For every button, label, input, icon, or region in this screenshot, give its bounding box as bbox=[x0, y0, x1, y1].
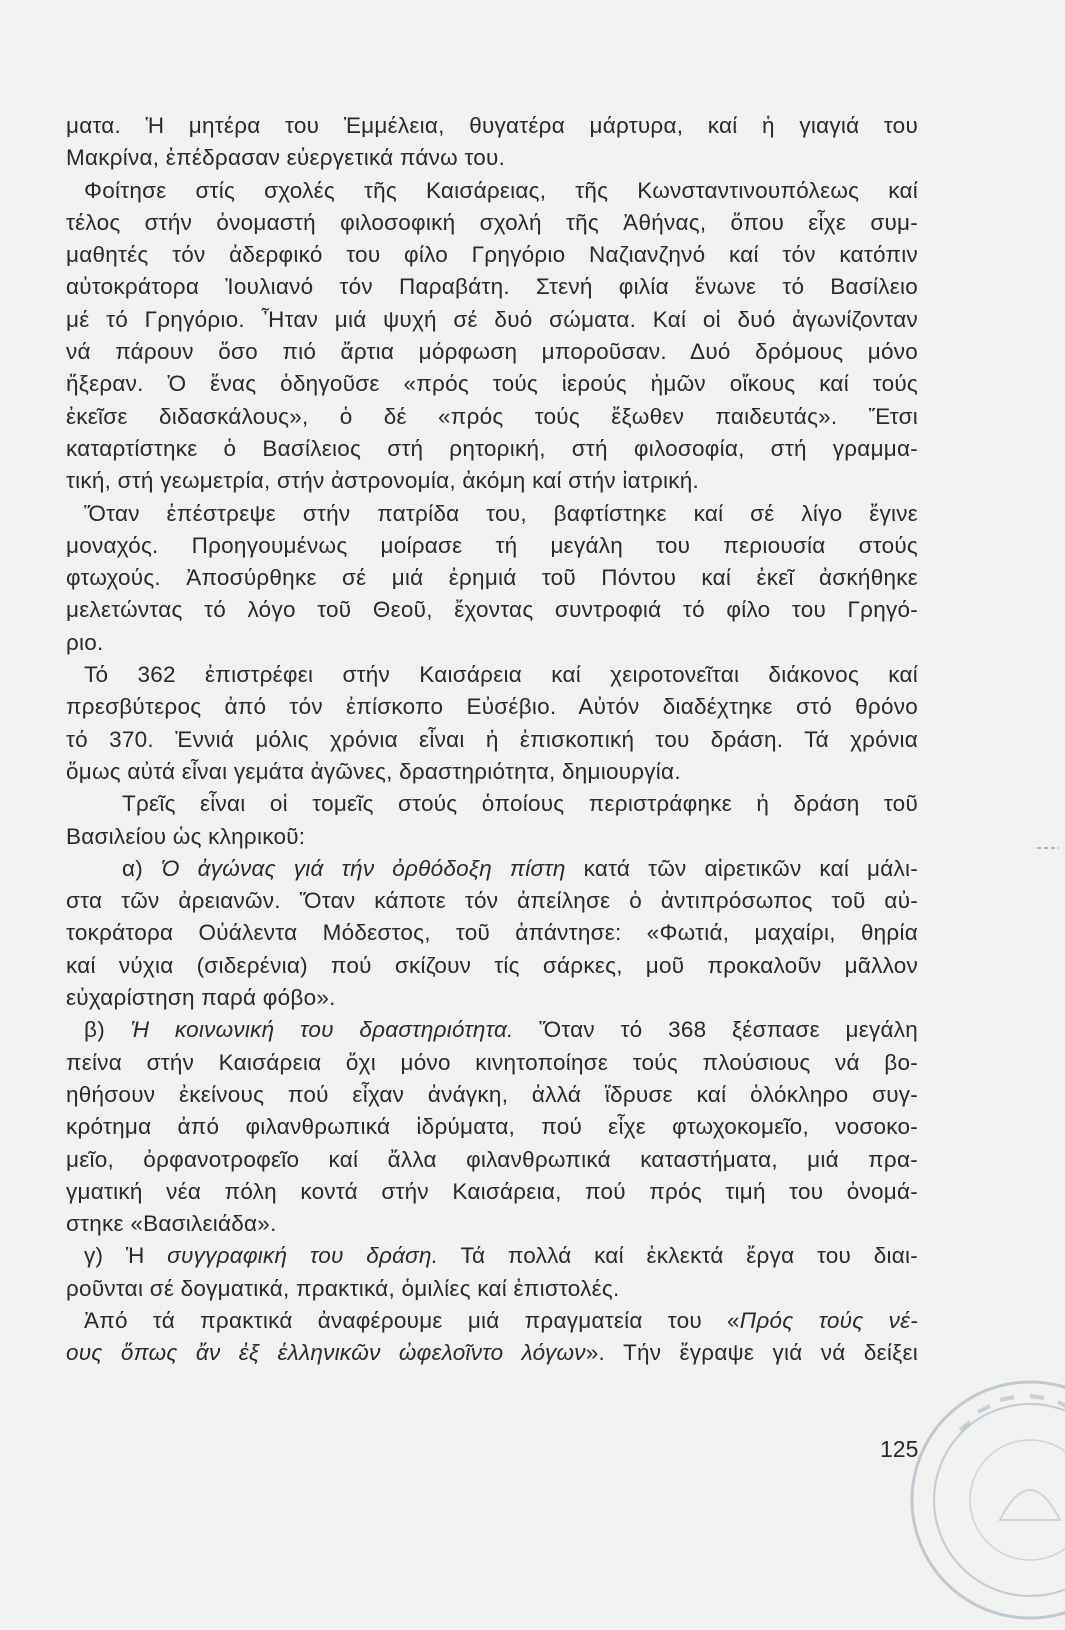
text-line bbox=[66, 917, 918, 949]
text-line bbox=[66, 304, 918, 336]
text-span: μοναχός. Προηγουμένως μοίρασε τή μεγάλη του περιουσία στούς bbox=[66, 532, 918, 558]
margin-mark bbox=[1035, 840, 1061, 856]
text-span: ἐκεῖσε διδασκάλους», ὁ δέ «πρός τούς ἔξωθεν παιδευτάς». Ἔτσι bbox=[66, 403, 918, 429]
text-span: κρότημα ἀπό φιλανθρωπικά ἱδρύματα, πού εἶχε φτωχοκομεῖο, νοσοκο- bbox=[66, 1114, 918, 1140]
text-line bbox=[66, 401, 918, 433]
text-line bbox=[66, 1014, 918, 1046]
text-span: ». Τήν ἔγραψε γιά νά δείξει bbox=[585, 1340, 918, 1366]
text-span: στηκε «Βασιλειάδα». bbox=[66, 1211, 277, 1237]
text-line bbox=[66, 433, 918, 465]
text-span: ματα. Ἡ μητέρα του Ἐμμέλεια, θυγατέρα μάρτυρα, καί ἡ γιαγιά του bbox=[66, 113, 918, 138]
text-span: καί νύχια (σιδερένια) πού σκίζουν τίς σάρκες, μοῦ προκαλοῦν μᾶλλον bbox=[66, 952, 918, 978]
text-line bbox=[66, 1208, 918, 1240]
italic-text: ους ὅπως ἄν ἐξ ἑλληνικῶν ὠφελοῖντο λόγων bbox=[66, 1340, 586, 1366]
text-line bbox=[66, 1111, 918, 1143]
text-line bbox=[66, 368, 918, 400]
text-span: τική, στή γεωμετρία, στήν ἀστρονομία, ἀκόμη καί στήν ἰατρική. bbox=[66, 468, 700, 494]
text-line bbox=[66, 1176, 918, 1208]
text-span: Τό 362 ἐπιστρέφει στήν Καισάρεια καί χειροτονεῖται διάκονος καί bbox=[84, 662, 918, 688]
text-line bbox=[66, 691, 918, 723]
text-span: μεῖο, ὀρφανοτροφεῖο καί ἄλλα φιλανθρωπικά καταστήματα, μιά πρα- bbox=[66, 1146, 918, 1172]
text-line bbox=[66, 627, 918, 659]
text-line bbox=[66, 659, 918, 691]
text-line bbox=[66, 1337, 918, 1369]
text-span: Ὅταν τό 368 ξέσπασε μεγάλη bbox=[513, 1017, 918, 1043]
text-span: Ἀπό τά πρακτικά ἀναφέρουμε μιά πραγματεία του « bbox=[84, 1307, 740, 1333]
text-span: μαθητές τόν ἀδερφικό του φίλο Γρηγόριο Ναζιανζηνό καί τόν κατόπιν bbox=[66, 242, 918, 268]
text-span: τέλος στήν ὀνομαστή φιλοσοφική σχολή τῆς Ἀθήνας, ὅπου εἶχε συμ- bbox=[66, 209, 918, 235]
text-line bbox=[66, 175, 918, 207]
text-line bbox=[66, 853, 918, 885]
text-span: καταρτίστηκε ὁ Βασίλειος στή ρητορική, στή φιλοσοφία, στή γραμμα- bbox=[66, 435, 918, 461]
text-line bbox=[66, 1240, 918, 1272]
text-span: στα τῶν ἀρειανῶν. Ὅταν κάποτε τόν ἀπείλησε ὁ ἀντιπρόσωπος τοῦ αὐ- bbox=[66, 888, 918, 914]
text-span: ὅμως αὐτά εἶναι γεμάτα ἀγῶνες, δραστηριότητα, δημιουργία. bbox=[66, 758, 681, 784]
text-line bbox=[66, 498, 918, 530]
text-line bbox=[66, 271, 918, 303]
text-span: Μακρίνα, ἐπέδρασαν εὐεργετικά πάνω του. bbox=[66, 145, 506, 171]
text-line bbox=[66, 950, 918, 982]
text-span: πρεσβύτερος ἀπό τόν ἐπίσκοπο Εὐσέβιο. Αὐτόν διαδέχτηκε στό θρόνο bbox=[66, 694, 918, 720]
text-line bbox=[66, 788, 918, 820]
text-line bbox=[66, 465, 918, 497]
text-line bbox=[66, 1273, 918, 1305]
text-span: μελετώντας τό λόγο τοῦ Θεοῦ, ἔχοντας συντροφιά τό φίλο του Γρηγό- bbox=[66, 597, 918, 623]
text-span: νά πάρουν ὅσο πιό ἄρτια μόρφωση μποροῦσαν. Δυό δρόμους μόνο bbox=[66, 339, 918, 365]
text-line bbox=[66, 724, 918, 756]
text-line bbox=[66, 142, 918, 174]
text-line bbox=[66, 885, 918, 917]
text-line bbox=[66, 562, 918, 594]
italic-text: Πρός τούς νέ- bbox=[739, 1307, 918, 1333]
text-line bbox=[66, 1047, 918, 1079]
page-number: 125 bbox=[880, 1436, 919, 1462]
text-span: Τρεῖς εἶναι οἱ τομεῖς στούς ὁποίους περιστράφηκε ἡ δράση τοῦ bbox=[122, 791, 918, 817]
text-line bbox=[66, 1305, 918, 1337]
text-line bbox=[66, 756, 918, 788]
text-line bbox=[66, 110, 918, 142]
text-span: Ὅταν ἐπέστρεψε στήν πατρίδα του, βαφτίστηκε καί σέ λίγο ἔγινε bbox=[84, 500, 918, 526]
text-span: ροῦνται σέ δογματικά, πρακτικά, ὁμιλίες καί ἐπιστολές. bbox=[66, 1275, 620, 1301]
text-line bbox=[66, 207, 918, 239]
text-span: α) bbox=[122, 855, 161, 881]
text-span: φτωχούς. Ἀποσύρθηκε σέ μιά ἐρημιά τοῦ Πόντου καί ἐκεῖ ἀσκήθηκε bbox=[66, 565, 918, 591]
text-line bbox=[66, 594, 918, 626]
text-line bbox=[66, 336, 918, 368]
body-text bbox=[66, 110, 918, 1370]
text-line bbox=[66, 821, 918, 853]
text-span: εὐχαρίστηση παρά φόβο». bbox=[66, 985, 336, 1011]
text-line bbox=[66, 239, 918, 271]
text-line bbox=[66, 530, 918, 562]
text-span: γ) Ἡ bbox=[84, 1243, 168, 1269]
italic-text: συγγραφική του δράση. bbox=[167, 1243, 439, 1269]
text-span: τό 370. Ἐννιά μόλις χρόνια εἶναι ἡ ἐπισκοπική του δράση. Τά χρόνια bbox=[66, 726, 918, 752]
text-span: γματική νέα πόλη κοντά στήν Καισάρεια, πού πρός τιμή του ὀνομά- bbox=[66, 1178, 918, 1204]
library-stamp bbox=[900, 1370, 1065, 1630]
text-span: πείνα στήν Καισάρεια ὄχι μόνο κινητοποίησε τούς πλούσιους νά βο- bbox=[66, 1049, 918, 1075]
text-span: Τά πολλά καί ἐκλεκτά ἔργα του διαι- bbox=[438, 1243, 918, 1269]
italic-text: Ὁ ἀγώνας γιά τήν ὀρθόδοξη πίστη bbox=[160, 855, 566, 881]
text-line bbox=[66, 982, 918, 1014]
text-span: ηθήσουν ἐκείνους πού εἶχαν ἀνάγκη, ἀλλά ἵδρυσε καί ὁλόκληρο συγ- bbox=[66, 1081, 918, 1107]
text-line bbox=[66, 1144, 918, 1176]
text-span: β) bbox=[84, 1017, 131, 1043]
text-span: Βασιλείου ὡς κληρικοῦ: bbox=[66, 823, 306, 849]
italic-text: Ἡ κοινωνική του δραστηριότητα. bbox=[130, 1017, 514, 1043]
text-span: ριο. bbox=[66, 629, 104, 655]
text-span: ἤξεραν. Ὁ ἕνας ὁδηγοῦσε «πρός τούς ἱερούς ἡμῶν οἴκους καί τούς bbox=[66, 371, 918, 397]
text-span: κατά τῶν αἱρετικῶν καί μάλι- bbox=[565, 855, 918, 881]
text-span: Φοίτησε στίς σχολές τῆς Καισάρειας, τῆς Κωνσταντινουπόλεως καί bbox=[84, 177, 918, 203]
text-span: αὐτοκράτορα Ἰουλιανό τόν Παραβάτη. Στενή φιλία ἕνωνε τό Βασίλειο bbox=[66, 274, 918, 300]
text-span: μέ τό Γρηγόριο. Ἦταν μιά ψυχή σέ δυό σώματα. Καί οἱ δυό ἀγωνίζονταν bbox=[66, 306, 918, 332]
text-span: τοκράτορα Οὐάλεντα Μόδεστος, τοῦ ἀπάντησε: «Φωτιά, μαχαίρι, θηρία bbox=[66, 920, 918, 946]
text-line bbox=[66, 1079, 918, 1111]
